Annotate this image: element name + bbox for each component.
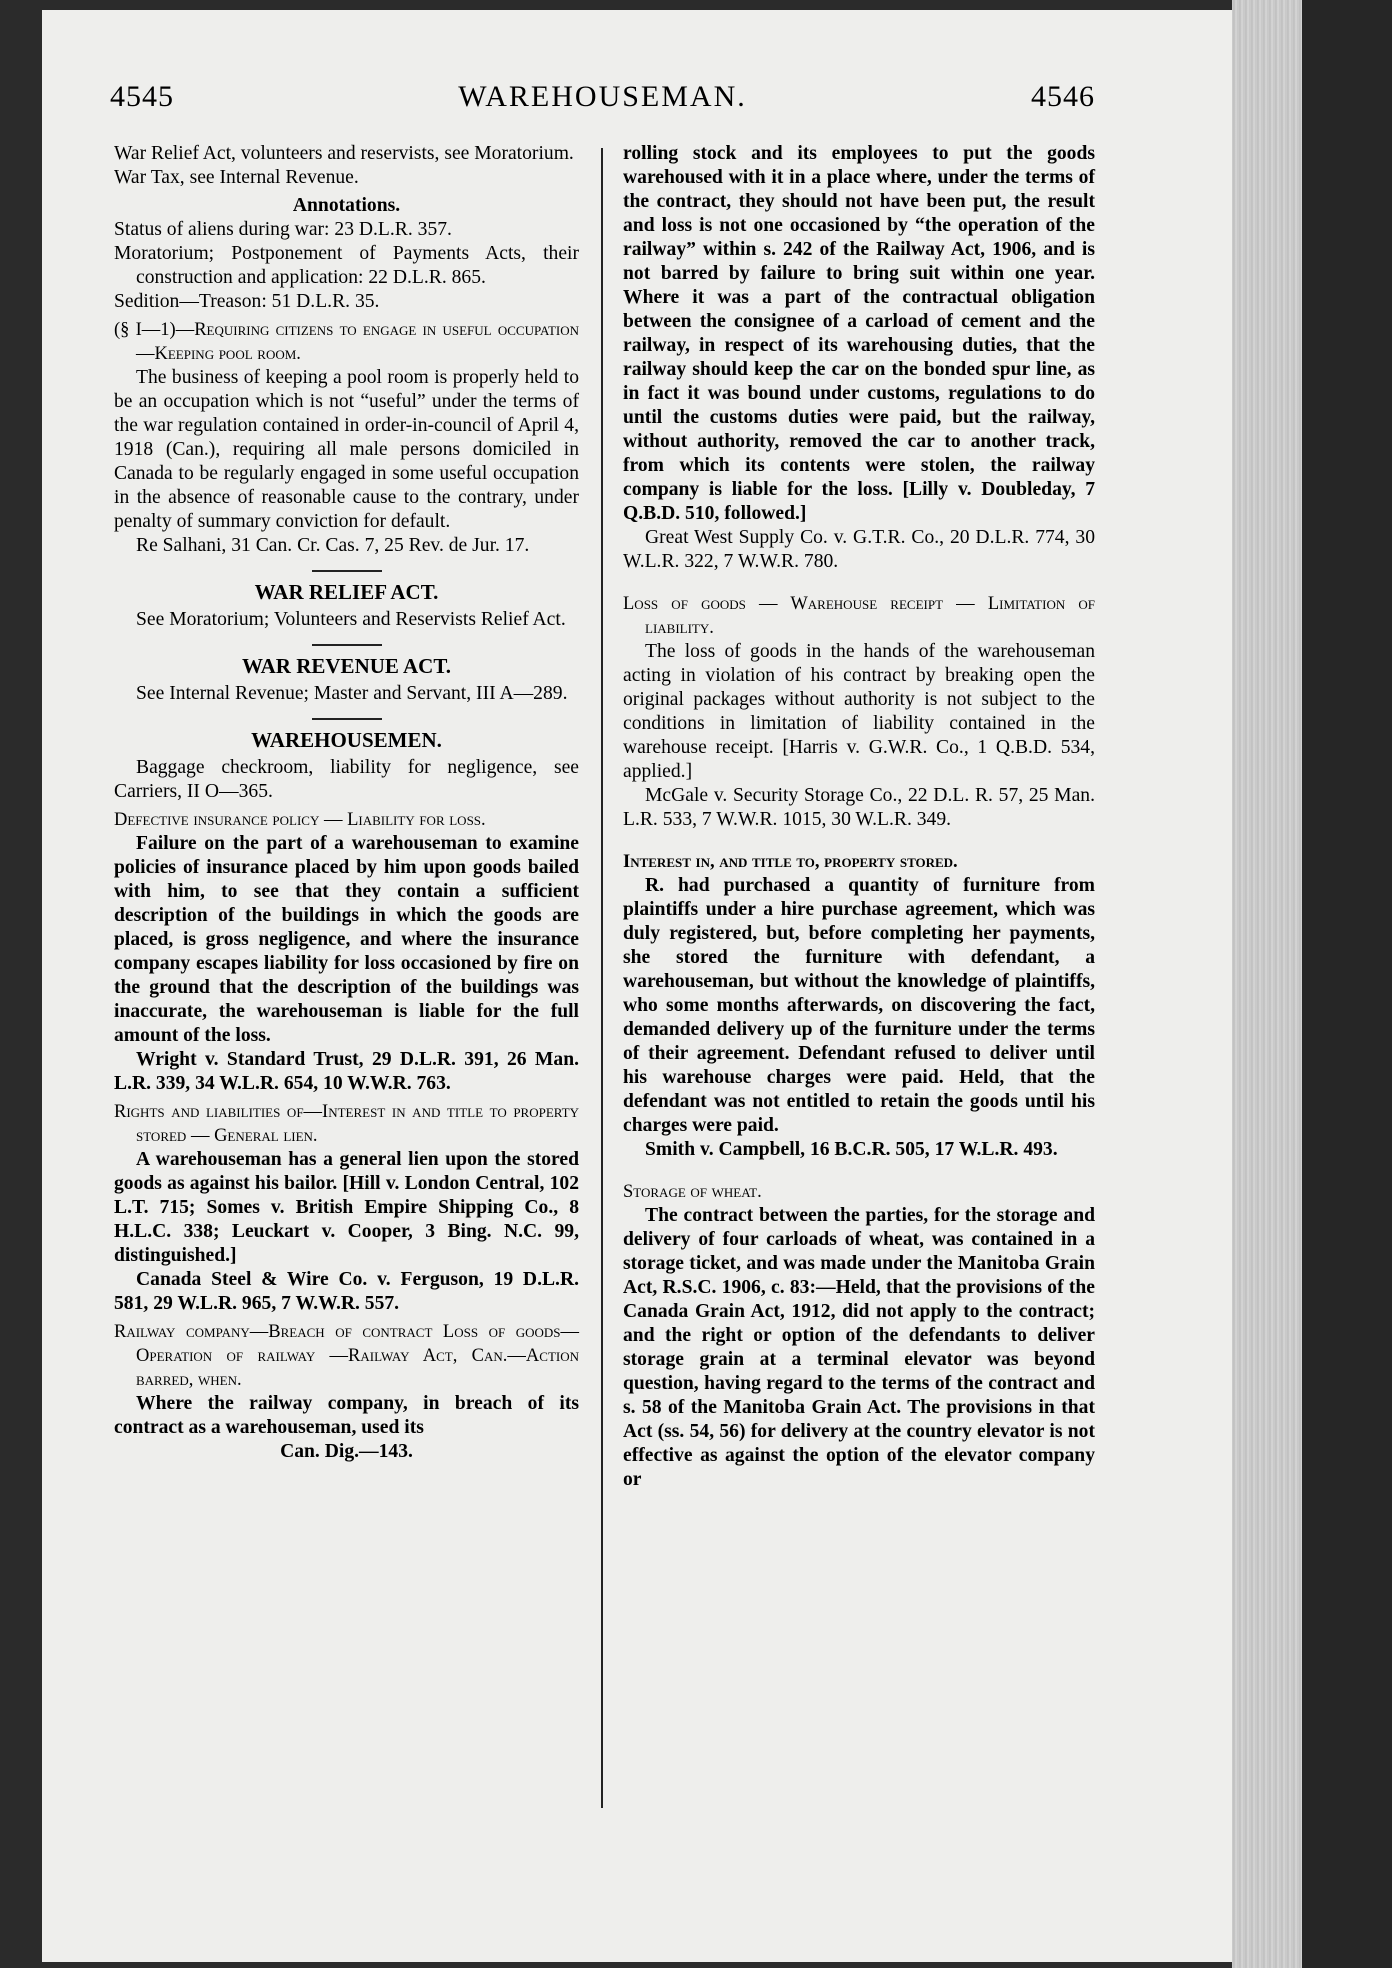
see-also: See Internal Revenue; Master and Servant, III A—289. [136, 683, 568, 704]
page-number-left: 4545 [110, 80, 174, 113]
section-body: A warehouseman has a general lien upon the stored goods as against his bailor. [Hill v. London Central, 102 L.T. 715; Somes v. British Empire Shipping Co., 8 H.L.C. 338; Leuckart v. Cooper, 3 Bing. N.C. 99, distinguished.] [114, 1149, 579, 1266]
separator-rule [312, 718, 382, 720]
page-footer: Can. Dig.—143. [280, 1441, 413, 1462]
title-warehousemen: WAREHOUSEMEN. [251, 728, 442, 752]
section-body: The loss of goods in the hands of the warehouseman acting in violation of his contract by breaking open the original packages without authority is not subject to the conditions in limitation of liability contained in the warehouse receipt. [Harris v. G.W.R. Co., 1 Q.B.D. 534, applied.] [623, 641, 1095, 782]
cross-reference: War Tax, see Internal Revenue. [114, 167, 359, 188]
cross-reference: War Relief Act, volunteers and reservists, see Moratorium. [114, 143, 574, 164]
book-cover-edge [1302, 0, 1392, 1968]
spacer [623, 1162, 1095, 1174]
section-heading: Defective insurance policy — Liability for loss. [114, 810, 486, 830]
section-heading: Railway company—Breach of contract Loss of goods—Operation of railway —Railway Act, Can.—Action barred, when. [114, 1322, 579, 1390]
spacer [623, 832, 1095, 844]
annotation-entry: Moratorium; Postponement of Payments Acts, their construction and application: 22 D.L.R. 865. [114, 243, 579, 288]
see-also: See Moratorium; Volunteers and Reservists Relief Act. [136, 609, 566, 630]
annotation-entry: Status of aliens during war: 23 D.L.R. 357. [114, 219, 452, 240]
case-citation: Great West Supply Co. v. G.T.R. Co., 20 D.L.R. 774, 30 W.L.R. 322, 7 W.W.R. 780. [623, 527, 1095, 572]
case-citation: Canada Steel & Wire Co. v. Ferguson, 19 D.L.R. 581, 29 W.L.R. 965, 7 W.W.R. 557. [114, 1269, 579, 1314]
section-body: The business of keeping a pool room is properly held to be an occupation which is not “useful” under the terms of the war regulation contained in order-in-council of April 4, 1918 (Can.), requiring all male persons domiciled in Canada to be regularly engaged in some useful occupation in the absence of reasonable cause to the contrary, under penalty of summary conviction for default. [114, 367, 579, 532]
annotations-heading: Annotations. [292, 195, 401, 216]
case-citation: Re Salhani, 31 Can. Cr. Cas. 7, 25 Rev. de Jur. 17. [136, 535, 530, 556]
annotation-entry: Sedition—Treason: 51 D.L.R. 35. [114, 291, 380, 312]
section-body: Failure on the part of a warehouseman to examine policies of insurance placed by him upon goods bailed with him, to see that they contain a sufficient description of the buildings in which the goods are placed, is gross negligence, and where the insurance company escapes liability for loss occasioned by fire on the ground that the description of the buildings was inaccurate, the warehouseman is liable for the full amount of the loss. [114, 833, 579, 1046]
section-body: The contract between the parties, for the storage and delivery of four carloads of wheat, was contained in a storage ticket, and was made under the Manitoba Grain Act, R.S.C. 1906, c. 83:—Held, that the provisions of the Canada Grain Act, 1912, did not apply to the contract; and the right or option of the defendants to deliver storage grain at a terminal elevator was beyond question, having regard to the terms of the contract and s. 58 of the Manitoba Grain Act. The provisions in that Act (ss. 54, 56) for delivery at the country elevator is not effective as against the option of the elevator company or [623, 1205, 1095, 1490]
section-body: R. had purchased a quantity of furniture from plaintiffs under a hire purchase agreement, which was duly registered, but, before completing her payments, she stored the furniture with defendant, a warehouseman, but without the knowledge of plaintiffs, who some months afterwards, on discovering the fact, demanded delivery up of the furniture under the terms of their agreement. Defendant refused to deliver until his warehouse charges were paid. Held, that the defendant was not entitled to retain the goods until his charges were paid. [623, 875, 1095, 1136]
running-title: WAREHOUSEMAN. [458, 80, 747, 113]
case-citation: Wright v. Standard Trust, 29 D.L.R. 391, 26 Man. L.R. 339, 34 W.L.R. 654, 10 W.W.R. 763. [114, 1049, 579, 1094]
separator-rule [312, 644, 382, 646]
section-heading: Interest in, and title to, property stored. [623, 852, 958, 872]
case-citation: McGale v. Security Storage Co., 22 D.L. R. 57, 25 Man. L.R. 533, 7 W.W.R. 1015, 30 W.L.R. 349. [623, 785, 1095, 830]
page-edges [1232, 0, 1302, 1968]
title-war-relief-act: WAR RELIEF ACT. [254, 580, 439, 604]
running-header [110, 80, 1095, 120]
separator-rule [312, 570, 382, 572]
section-heading: Rights and liabilities of—Interest in and title to property stored — General lien. [114, 1102, 579, 1146]
page-number-right: 4546 [1031, 80, 1095, 113]
section-heading: Loss of goods — Warehouse receipt — Limitation of liability. [623, 594, 1095, 638]
right-column [623, 142, 1095, 1492]
title-war-revenue-act: WAR REVENUE ACT. [241, 654, 452, 678]
section-body-continued: rolling stock and its employees to put the goods warehoused with it in a place where, under the terms of the contract, they should not have been put, the result and loss is not one occasioned by “the operation of the railway” within s. 242 of the Railway Act, 1906, and is not barred by failure to bring suit within one year. Where it was a part of the contractual obligation between the consignee of a carload of cement and the railway, in respect of its warehousing duties, that the railway should keep the car on the bonded spur line, as in fact it was bound under customs, regulations to do until the customs duties were paid, but the railway, without authority, removed the car to another track, from which its contents were stolen, the railway company is liable for the loss. [Lilly v. Doubleday, 7 Q.B.D. 510, followed.] [623, 143, 1095, 524]
case-citation: Smith v. Campbell, 16 B.C.R. 505, 17 W.L.R. 493. [645, 1139, 1058, 1160]
section-heading: (§ I—1)—Requiring citizens to engage in useful occupation—Keeping pool room. [114, 320, 579, 364]
left-column [114, 142, 579, 1464]
section-heading: Storage of wheat. [623, 1182, 762, 1202]
section-body: Where the railway company, in breach of its contract as a warehouseman, used its [114, 1393, 579, 1438]
spacer [623, 574, 1095, 586]
cross-reference: Baggage checkroom, liability for negligence, see Carriers, II O—365. [114, 757, 579, 802]
column-divider [601, 148, 603, 1808]
